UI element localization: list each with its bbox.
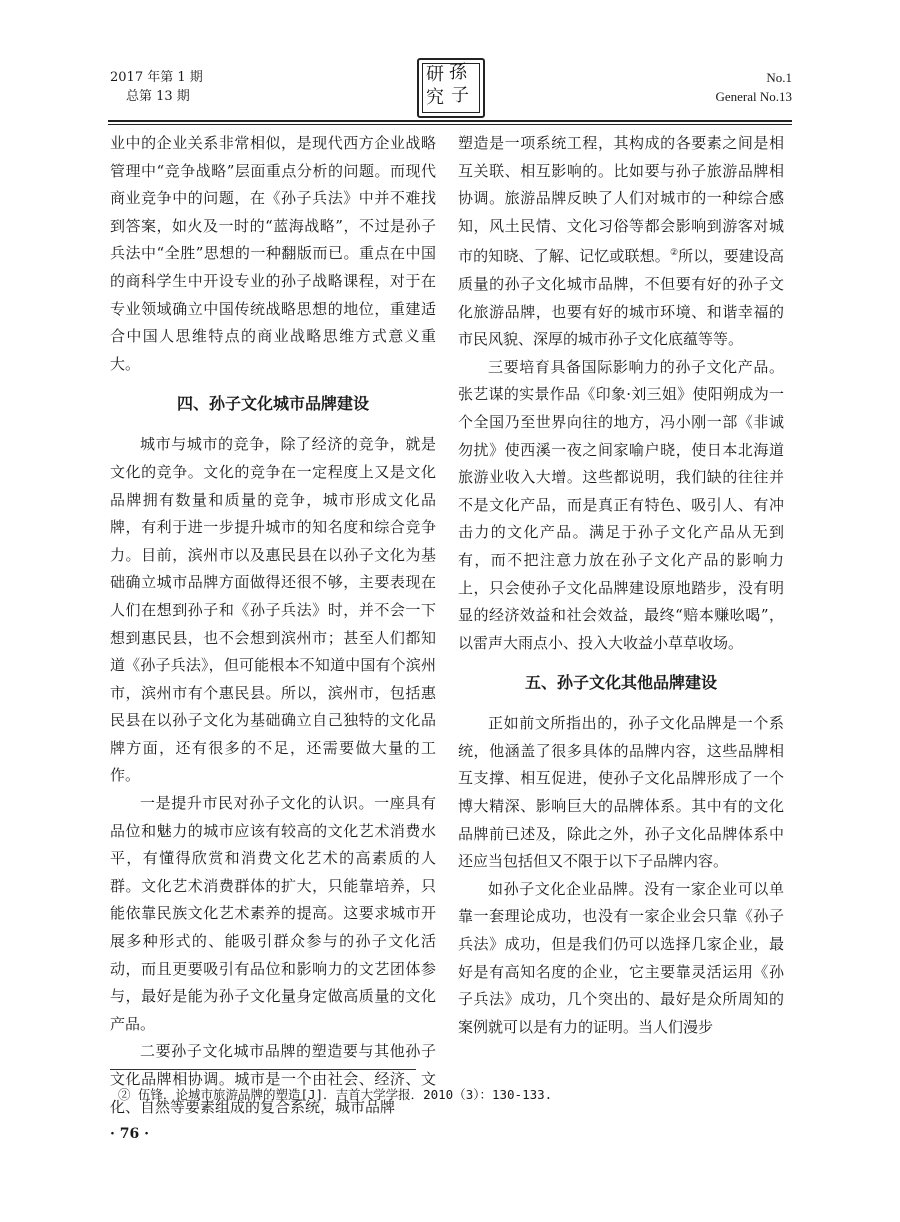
paragraph: 如孙子文化企业品牌。没有一家企业可以单靠一套理论成功，也没有一家企业会只靠《孙子兵法》成功，但是我们仍可以选择几家企业，最好是有高知名度的企业，它主要靠灵活运用《孙子兵法》成功，几个突出的、最好是众所周知的案例就可以是有力的证明。当人们漫步	[458, 879, 784, 1036]
paragraph: 城市与城市的竞争，除了经济的竞争，就是文化的竞争。文化的竞争在一定程度上又是文化品牌拥有数量和质量的竞争，城市形成文化品牌，有利于进一步提升城市的知名度和综合竞争力。目前，滨州市以及惠民县在以孙子文化为基础确立城市品牌方面做得还很不够，主要表现在人们在想到孙子和《孙子兵法》时，并不会一下想到惠民县，也不会想到滨州市；甚至人们都知道《孙子兵法》，但可能根本不知道中国有个滨州市，滨州市有个惠民县。所以，滨州市，包括惠民县在以孙子文化为基础确立自己独特的文化品牌方面，还有很多的不足，还需要做大量的工作。	[110, 435, 436, 785]
paragraph: 二要孙子文化城市品牌的塑造要与其他孙子文化品牌相协调。城市是一个由社会、经济、文化、自然等要素组成的复合系统，城市品牌	[110, 1042, 436, 1116]
section-heading-4: 四、孙子文化城市品牌建设	[176, 394, 369, 414]
paragraph: 一是提升市民对孙子文化的认识。一座具有品位和魅力的城市应该有较高的文化艺术消费水平，有懂得欣赏和消费文化艺术的高素质的人群。文化艺术消费群体的扩大，只能靠培养，只能依靠民族文化艺术素养的提高。这要求城市开展多种形式的、能吸引群众参与的孙子文化活动，而且更要吸引有品位和影响力的文艺团体参与，最好是能为孙子文化量身定做高质量的文化产品。	[110, 794, 436, 1033]
seal-char-2: 子	[451, 85, 469, 106]
seal-char-3: 研	[426, 64, 444, 85]
issue-general-no: General No.13	[715, 89, 792, 104]
seal-char-4: 究	[426, 87, 444, 108]
header-rule-thin	[108, 124, 792, 125]
section-heading-5: 五、孙子文化其他品牌建设	[524, 673, 717, 693]
issue-year: 2017 年第 1 期	[110, 70, 203, 85]
left-column	[110, 130, 436, 1121]
paragraph: 业中的企业关系非常相似，是现代西方企业战略管理中“竞争战略”层面重点分析的问题。而现代商业竞争中的问题，在《孙子兵法》中并不难找到答案，如火及一时的“蓝海战略”，不过是孙子兵法中“全胜”思想的一种翻版而已。重点在中国的商科学生中开设专业的孙子战略课程，对于在专业领域确立中国传统战略思想的地位，重建适合中国人思维特点的商业战略思维方式意义重大。	[110, 134, 436, 373]
footnote-rule	[110, 1069, 416, 1070]
footnote-marker: ②	[669, 248, 679, 259]
right-column	[458, 130, 784, 1041]
paragraph	[458, 130, 784, 354]
journal-issue-header	[110, 68, 203, 106]
issue-no: No.1	[766, 70, 792, 85]
page-number: · 76 ·	[110, 1126, 149, 1142]
journal-number-header	[715, 68, 792, 106]
footnote: ② 伍锋．论城市旅游品牌的塑造[J]．吉首大学学报．2010（3）：130-133.	[118, 1087, 553, 1102]
seal-char-1: 孫	[449, 62, 467, 83]
issue-total: 总第 13 期	[126, 89, 190, 104]
paragraph: 三要培育具备国际影响力的孙子文化产品。张艺谋的实景作品《印象·刘三姐》使阳朔成为一个全国乃至世界向往的地方，冯小刚一部《非诚勿扰》使西溪一夜之间家喻户晓，使日本北海道旅游业收入大增。这些都说明，我们缺的往往并不是文化产品，而是真正有特色、吸引人、有冲击力的文化产品。满足于孙子文化产品从无到有，而不把注意力放在孙子文化产品的影响力上，只会使孙子文化品牌建设原地踏步，没有明显的经济效益和社会效益，最终“赔本赚吆喝”，以雷声大雨点小、投入大收益小草草收场。	[458, 357, 784, 652]
header-rule	[108, 120, 792, 122]
paragraph-text: 塑造是一项系统工程，其构成的各要素之间是相互关联、相互影响的。比如要与孙子旅游品牌相协调。旅游品牌反映了人们对城市的一种综合感知，风土民情、文化习俗等都会影响到游客对城市的知晓、了解、记忆或联想。	[458, 134, 784, 266]
journal-seal-logo	[417, 58, 485, 118]
paragraph-text: 所以，要建设高质量的孙子文化城市品牌，不但要有好的孙子文化旅游品牌，也要有好的城市环境、和谐幸福的市民风貌、深厚的城市孙子文化底蕴等等。	[458, 247, 784, 349]
paragraph: 正如前文所指出的，孙子文化品牌是一个系统，他涵盖了很多具体的品牌内容，这些品牌相互支撑、相互促进，使孙子文化品牌形成了一个博大精深、影响巨大的品牌体系。其中有的文化品牌前已述及，除此之外，孙子文化品牌体系中还应当包括但又不限于以下子品牌内容。	[458, 714, 784, 871]
